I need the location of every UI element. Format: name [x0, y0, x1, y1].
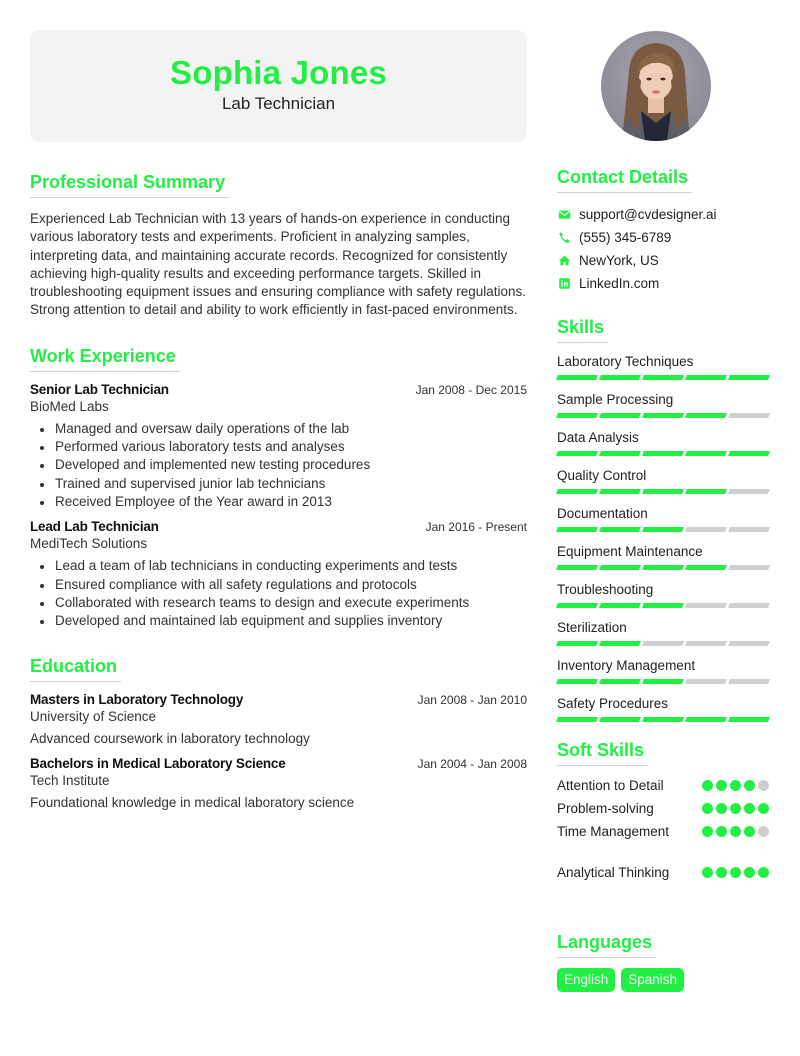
rating-dot-filled-icon [730, 780, 741, 791]
skill-level-bar [557, 717, 769, 722]
skill-level-bar [557, 641, 769, 646]
home-icon [557, 254, 571, 268]
skill-name: Data Analysis [557, 430, 639, 445]
soft-skill-rating [702, 780, 769, 791]
soft-skill-name: Attention to Detail [557, 778, 664, 793]
skill-segment-filled [556, 451, 598, 456]
rating-dot-filled-icon [744, 867, 755, 878]
skill-name: Safety Procedures [557, 696, 669, 711]
skill-segment-filled [642, 527, 684, 532]
contact-email[interactable] [557, 203, 769, 226]
skill-level-bar [557, 375, 769, 380]
skill-segment-filled [728, 717, 770, 722]
skills-heading: Skills [557, 317, 608, 343]
job-title: Lead Lab Technician [30, 519, 159, 535]
experience-section [30, 346, 527, 631]
skill-level-bar [557, 413, 769, 418]
skill-segment-empty [685, 527, 727, 532]
skill-segment-filled [556, 527, 598, 532]
education-description: Advanced coursework in laboratory technology [30, 731, 310, 747]
soft-skill-name: Time Management [557, 824, 670, 839]
job-bullet: Managed and oversaw daily operations of the lab [30, 420, 527, 438]
contact-phone[interactable] [557, 226, 769, 249]
skill-segment-filled [556, 489, 598, 494]
skill-segment-empty [728, 565, 770, 570]
skill-segment-filled [556, 413, 598, 418]
soft-skill-rating [702, 803, 769, 814]
education-heading: Education [30, 656, 121, 682]
rating-dot-filled-icon [716, 803, 727, 814]
skill-segment-empty [728, 527, 770, 532]
soft-skills-list [557, 774, 769, 884]
rating-dot-filled-icon [702, 826, 713, 837]
skill-item [557, 543, 769, 570]
job-title: Senior Lab Technician [30, 381, 169, 397]
rating-dot-filled-icon [702, 780, 713, 791]
education-description: Foundational knowledge in medical laboratory science [30, 795, 355, 811]
main-column [30, 172, 527, 810]
profile-photo-icon [601, 31, 711, 141]
skill-item [557, 429, 769, 456]
summary-text: Experienced Lab Technician with 13 years of hands-on experience in conducting various laboratory tests and experiments. Proficient in analyzing samples, interpreting data, and maintaining accurate records. Recognized for consistently achieving high-quality results and exceeding performance targets. Skilled in troubleshooting equipment issues and ensuring compliance with safety regulations. Strong attention to detail and ability to work efficiently in fast-paced environments. [30, 211, 527, 318]
degree-title: Masters in Laboratory Technology [30, 692, 244, 708]
soft-skills-heading: Soft Skills [557, 740, 648, 766]
skill-item [557, 353, 769, 380]
rating-dot-filled-icon [744, 803, 755, 814]
soft-skill-item [557, 797, 769, 820]
job-bullet: Trained and supervised junior lab technicians [30, 475, 527, 493]
degree-title: Bachelors in Medical Laboratory Science [30, 756, 286, 772]
skill-segment-filled [599, 527, 641, 532]
skill-item [557, 619, 769, 646]
languages-heading: Languages [557, 932, 656, 958]
skill-item [557, 695, 769, 722]
skill-segment-filled [599, 717, 641, 722]
job-dates: Jan 2016 - Present [425, 520, 527, 535]
languages-list [557, 968, 769, 992]
rating-dot-filled-icon [758, 867, 769, 878]
skill-segment-filled [642, 679, 684, 684]
job-bullets [30, 557, 527, 630]
skill-level-bar [557, 603, 769, 608]
skill-item [557, 505, 769, 532]
education-entry [30, 692, 527, 746]
summary-heading: Professional Summary [30, 172, 229, 198]
education-dates: Jan 2004 - Jan 2008 [417, 757, 527, 772]
skill-name: Sterilization [557, 620, 627, 635]
education-dates: Jan 2008 - Jan 2010 [417, 693, 527, 708]
soft-skill-rating [702, 826, 769, 837]
soft-skill-item [557, 820, 769, 843]
skill-segment-filled [685, 717, 727, 722]
rating-dot-filled-icon [730, 867, 741, 878]
job-bullet: Performed various laboratory tests and analyses [30, 438, 527, 456]
job-bullet: Ensured compliance with all safety regulations and protocols [30, 576, 527, 594]
sidebar-column [557, 167, 769, 992]
skill-segment-filled [599, 489, 641, 494]
skill-segment-empty [728, 679, 770, 684]
candidate-name: Sophia Jones [170, 54, 387, 91]
job-company: MediTech Solutions [30, 536, 148, 552]
header-card [30, 30, 527, 142]
avatar [601, 31, 711, 141]
rating-dot-empty-icon [758, 780, 769, 791]
job-bullet: Collaborated with research teams to design and execute experiments [30, 594, 527, 612]
skill-segment-empty [728, 413, 770, 418]
phone-icon [557, 231, 571, 245]
soft-skill-name: Problem-solving [557, 801, 654, 816]
contact-location [557, 249, 769, 272]
skill-level-bar [557, 565, 769, 570]
skill-segment-filled [642, 717, 684, 722]
skill-segment-filled [556, 641, 598, 646]
skill-segment-empty [728, 603, 770, 608]
contact-email-text: support@cvdesigner.ai [579, 207, 717, 222]
languages-section [557, 932, 769, 992]
school-name: University of Science [30, 709, 157, 725]
skill-name: Inventory Management [557, 658, 696, 673]
soft-skills-section [557, 740, 769, 884]
job-entry [30, 519, 527, 630]
rating-dot-filled-icon [730, 803, 741, 814]
education-entry [30, 756, 527, 810]
skill-segment-filled [642, 451, 684, 456]
skill-segment-filled [642, 603, 684, 608]
rating-dot-filled-icon [744, 826, 755, 837]
experience-heading: Work Experience [30, 346, 180, 372]
skill-segment-filled [599, 565, 641, 570]
skill-segment-filled [556, 565, 598, 570]
skills-section [557, 317, 769, 722]
skill-segment-filled [728, 451, 770, 456]
skill-segment-empty [728, 641, 770, 646]
skill-segment-filled [642, 413, 684, 418]
skill-segment-filled [642, 565, 684, 570]
skill-segment-empty [685, 679, 727, 684]
job-bullet: Received Employee of the Year award in 2013 [30, 493, 527, 511]
skill-segment-filled [556, 679, 598, 684]
skill-segment-filled [642, 375, 684, 380]
soft-skill-rating [702, 867, 769, 878]
rating-dot-filled-icon [702, 803, 713, 814]
skill-segment-empty [642, 641, 684, 646]
language-badge: Spanish [621, 968, 684, 992]
rating-dot-filled-icon [730, 826, 741, 837]
rating-dot-filled-icon [716, 826, 727, 837]
rating-dot-filled-icon [758, 803, 769, 814]
job-bullets [30, 420, 527, 511]
job-entry [30, 382, 527, 511]
skill-segment-filled [685, 489, 727, 494]
job-bullet: Developed and implemented new testing procedures [30, 456, 527, 474]
rating-dot-filled-icon [744, 780, 755, 791]
skill-segment-filled [685, 565, 727, 570]
skill-level-bar [557, 451, 769, 456]
skill-segment-empty [728, 489, 770, 494]
linkedin-icon [557, 277, 571, 291]
soft-skill-item [557, 861, 769, 884]
rating-dot-filled-icon [716, 780, 727, 791]
skill-segment-filled [685, 375, 727, 380]
job-dates: Jan 2008 - Dec 2015 [415, 382, 527, 397]
skills-list [557, 353, 769, 722]
skill-segment-filled [556, 603, 598, 608]
skill-segment-filled [556, 375, 598, 380]
skill-item [557, 657, 769, 684]
skill-item [557, 581, 769, 608]
contact-phone-text: (555) 345-6789 [579, 230, 672, 245]
candidate-title: Lab Technician [221, 94, 336, 113]
skill-segment-empty [685, 603, 727, 608]
language-badge: English [557, 968, 615, 992]
contact-linkedin[interactable] [557, 272, 769, 295]
rating-dot-filled-icon [702, 867, 713, 878]
skill-segment-empty [685, 641, 727, 646]
skill-segment-filled [556, 717, 598, 722]
skill-name: Sample Processing [557, 392, 674, 407]
skill-segment-filled [728, 375, 770, 380]
rating-dot-filled-icon [716, 867, 727, 878]
soft-skill-item [557, 774, 769, 797]
skill-name: Documentation [557, 506, 648, 521]
skill-segment-filled [642, 489, 684, 494]
skill-segment-filled [685, 413, 727, 418]
job-company: BioMed Labs [30, 398, 109, 414]
skill-segment-filled [685, 451, 727, 456]
contact-section [557, 167, 769, 295]
skill-name: Troubleshooting [557, 582, 654, 597]
contact-heading: Contact Details [557, 167, 692, 193]
skill-item [557, 391, 769, 418]
skill-segment-filled [599, 603, 641, 608]
soft-skill-name: Analytical Thinking [557, 865, 670, 880]
envelope-icon [557, 208, 571, 222]
contact-location-text: NewYork, US [579, 253, 659, 268]
skill-segment-filled [599, 451, 641, 456]
education-section [30, 656, 527, 810]
skill-item [557, 467, 769, 494]
skill-name: Laboratory Techniques [557, 354, 694, 369]
skill-segment-filled [599, 679, 641, 684]
skill-level-bar [557, 679, 769, 684]
summary-section [30, 172, 527, 320]
skill-segment-filled [599, 413, 641, 418]
job-bullet: Developed and maintained lab equipment and supplies inventory [30, 612, 527, 630]
rating-dot-empty-icon [758, 826, 769, 837]
skill-level-bar [557, 527, 769, 532]
skill-name: Equipment Maintenance [557, 544, 703, 559]
contact-linkedin-text: LinkedIn.com [579, 276, 660, 291]
skill-level-bar [557, 489, 769, 494]
skill-name: Quality Control [557, 468, 647, 483]
job-bullet: Lead a team of lab technicians in conducting experiments and tests [30, 557, 527, 575]
skill-segment-filled [599, 641, 641, 646]
skill-segment-filled [599, 375, 641, 380]
school-name: Tech Institute [30, 773, 110, 789]
